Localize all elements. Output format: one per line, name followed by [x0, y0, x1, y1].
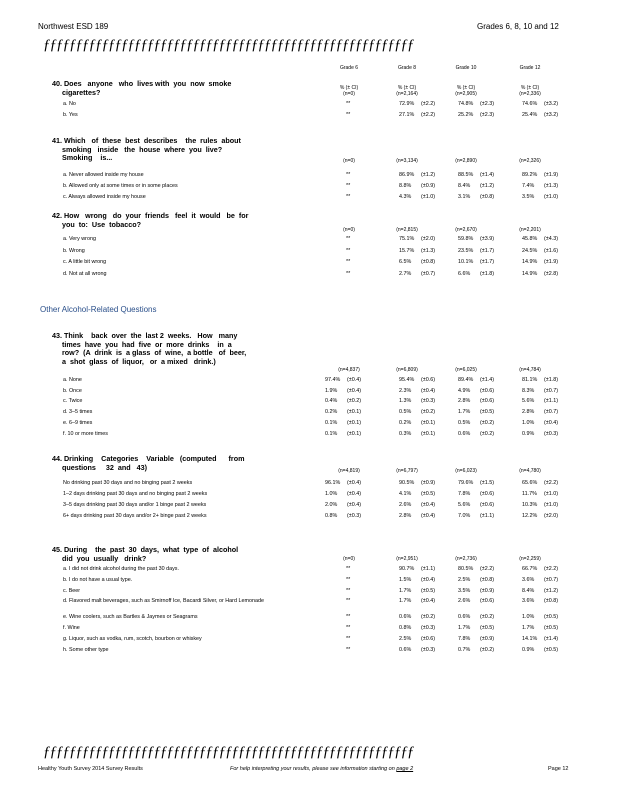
percent-value: 0.7%: [458, 646, 471, 653]
percent-value: 1.0%: [522, 614, 535, 621]
percent-value: 90.5%: [399, 480, 415, 486]
confidence-interval: (±0.4): [544, 419, 559, 426]
percent-value: 4.1%: [399, 491, 412, 497]
question-title-line: 45. During the past 30 days, what type of alcohol: [52, 545, 239, 554]
percent-value: 12.2%: [522, 513, 538, 519]
suppressed-value: **: [346, 183, 351, 189]
sample-size: (n=4,837): [338, 367, 360, 373]
sample-size: (n=2,164): [396, 91, 418, 97]
percent-value: 2.8%: [399, 513, 412, 519]
question-title-line: questions 32 and 43): [52, 462, 148, 472]
question-title: [52, 546, 238, 563]
percent-value: 74.6%: [522, 101, 538, 107]
percent-value: 6.5%: [399, 259, 412, 265]
confidence-interval: (±1.0): [421, 194, 436, 200]
confidence-interval: (±0.5): [421, 587, 436, 594]
percent-value: 72.9%: [399, 101, 415, 107]
confidence-interval: (±0.3): [421, 625, 436, 631]
confidence-interval: (±0.9): [421, 480, 436, 486]
percent-value: 25.2%: [458, 112, 474, 118]
confidence-interval: (±1.5): [480, 480, 495, 486]
percent-value: 8.8%: [399, 183, 412, 189]
confidence-interval: (±0.6): [421, 635, 436, 642]
confidence-interval: (±1.1): [421, 566, 436, 572]
response-label: e. 6–9 times: [63, 419, 93, 426]
percent-value: 0.9%: [522, 430, 535, 437]
confidence-interval: (±0.2): [480, 419, 495, 426]
footer-help-prefix: For help interpreting your results, please see information starting on: [230, 766, 395, 772]
percent-value: 65.6%: [522, 480, 538, 486]
response-label: 6+ days drinking past 30 days and/or 2+ binge past 2 weeks: [63, 513, 207, 519]
percent-value: 2.0%: [325, 502, 338, 508]
percent-value: 0.6%: [458, 614, 471, 621]
confidence-interval: (±0.4): [421, 502, 436, 508]
question-title-line: row? (A drink is a glass of wine, a bottle of beer,: [52, 348, 247, 358]
confidence-interval: (±0.5): [544, 614, 559, 621]
suppressed-value: **: [346, 194, 351, 200]
question-title-line: 40. Does anyone who lives with you now smoke: [52, 79, 232, 88]
percent-value: 75.1%: [399, 236, 415, 242]
percent-value: 81.1%: [522, 377, 538, 383]
percent-value: 14.9%: [522, 270, 538, 277]
suppressed-value: **: [346, 625, 351, 631]
percent-value: 14.9%: [522, 259, 538, 265]
confidence-interval: (±2.8): [544, 270, 559, 277]
suppressed-value: **: [346, 598, 351, 605]
percent-value: 3.6%: [522, 576, 535, 583]
question-title: [52, 212, 248, 229]
sample-size: (n=0): [343, 158, 355, 164]
percent-value: 7.4%: [522, 183, 535, 189]
percent-value: 4.3%: [399, 194, 412, 200]
response-label: 3–5 days drinking past 30 days and/or 1 binge past 2 weeks: [63, 502, 207, 508]
ci-label: % (± CI): [397, 85, 417, 91]
confidence-interval: (±0.2): [480, 430, 495, 437]
sample-size: (n=6,023): [455, 468, 477, 474]
confidence-interval: (±0.8): [421, 259, 436, 265]
suppressed-value: **: [346, 236, 351, 242]
percent-value: 10.1%: [458, 259, 474, 265]
percent-value: 5.6%: [522, 398, 535, 405]
question-title: [52, 455, 245, 472]
sample-size: (n=2,201): [519, 227, 541, 233]
confidence-interval: (±0.1): [347, 419, 362, 426]
ci-label: % (± CI): [339, 85, 359, 91]
percent-value: 89.2%: [522, 172, 538, 178]
percent-value: 10.3%: [522, 502, 538, 508]
percent-value: 86.9%: [399, 172, 415, 178]
sample-size: (n=2,670): [455, 227, 477, 233]
percent-value: 79.6%: [458, 480, 474, 486]
confidence-interval: (±3.2): [544, 101, 559, 107]
confidence-interval: (±0.5): [544, 625, 559, 631]
confidence-interval: (±0.4): [347, 480, 362, 486]
confidence-interval: (±1.3): [421, 247, 436, 254]
confidence-interval: (±0.5): [544, 646, 559, 653]
percent-value: 1.5%: [399, 576, 412, 583]
percent-value: 45.8%: [522, 236, 538, 242]
confidence-interval: (±1.1): [544, 398, 559, 405]
percent-value: 4.9%: [458, 387, 471, 394]
question-title-line: 41. Which of these best describes the rules about: [52, 136, 241, 145]
question-title-line: times have you had five or more drinks in a: [52, 339, 232, 349]
confidence-interval: (±0.6): [480, 491, 495, 497]
sample-size: (n=6,797): [396, 468, 418, 474]
percent-value: 0.9%: [522, 646, 535, 653]
percent-value: 1.7%: [399, 598, 412, 605]
confidence-interval: (±0.1): [421, 430, 436, 437]
response-label: g. Liquor, such as vodka, rum, scotch, bourbon or whiskey: [63, 635, 202, 642]
confidence-interval: (±0.4): [347, 377, 362, 383]
percent-value: 89.4%: [458, 377, 474, 383]
sample-size: (n=2,815): [396, 227, 418, 233]
confidence-interval: (±0.4): [347, 491, 362, 497]
percent-value: 0.8%: [399, 625, 412, 631]
percent-value: 25.4%: [522, 112, 538, 118]
header-region: Northwest ESD 189: [38, 22, 109, 31]
percent-value: 2.6%: [458, 598, 471, 605]
footer-help-text: [230, 766, 413, 772]
confidence-interval: (±3.9): [480, 236, 495, 242]
response-label: c. Always allowed inside my house: [63, 194, 146, 200]
sample-size: (n=4,780): [519, 468, 541, 474]
confidence-interval: (±1.2): [421, 172, 436, 178]
confidence-interval: (±1.8): [480, 270, 495, 277]
confidence-interval: (±1.4): [480, 377, 495, 383]
section-title: Other Alcohol-Related Questions: [40, 305, 157, 314]
percent-value: 74.8%: [458, 101, 474, 107]
footer-page-number: Page 12: [548, 766, 569, 772]
confidence-interval: (±1.0): [544, 491, 559, 497]
percent-value: 3.5%: [522, 194, 535, 200]
confidence-interval: (±0.4): [347, 387, 362, 394]
confidence-interval: (±0.6): [480, 398, 495, 405]
confidence-interval: (±0.2): [347, 398, 362, 405]
sample-size: (n=2,951): [396, 556, 418, 562]
percent-value: 0.1%: [325, 430, 338, 437]
percent-value: 0.2%: [325, 409, 338, 416]
confidence-interval: (±0.7): [544, 409, 559, 416]
percent-value: 59.8%: [458, 236, 474, 242]
response-label: a. Never allowed inside my house: [63, 172, 144, 178]
percent-value: 7.0%: [458, 513, 471, 519]
percent-value: 0.6%: [399, 614, 412, 621]
confidence-interval: (±3.2): [544, 112, 559, 118]
response-label: f. Wine: [63, 625, 80, 631]
question-title-line: Smoking is...: [52, 153, 113, 163]
response-label: b. Allowed only at some times or in some places: [63, 183, 178, 189]
confidence-interval: (±0.7): [421, 270, 436, 277]
question-title-line: cigarettes?: [52, 87, 101, 97]
percent-value: 0.6%: [458, 430, 471, 437]
confidence-interval: (±2.2): [544, 566, 559, 572]
percent-value: 1.7%: [399, 587, 412, 594]
percent-value: 0.5%: [399, 409, 412, 416]
confidence-interval: (±1.7): [480, 247, 495, 254]
suppressed-value: **: [346, 566, 351, 572]
response-label: a. Very wrong: [63, 236, 96, 242]
percent-value: 0.4%: [325, 398, 338, 405]
confidence-interval: (±0.7): [544, 576, 559, 583]
confidence-interval: (±1.4): [544, 635, 559, 642]
confidence-interval: (±2.0): [544, 513, 559, 519]
confidence-interval: (±0.1): [347, 409, 362, 416]
confidence-interval: (±2.2): [544, 480, 559, 486]
percent-value: 2.7%: [399, 270, 412, 277]
percent-value: 0.5%: [458, 419, 471, 426]
percent-value: 8.4%: [458, 183, 471, 189]
confidence-interval: (±1.7): [480, 259, 495, 265]
confidence-interval: (±4.3): [544, 236, 559, 242]
response-label: c. A little bit wrong: [63, 259, 107, 265]
footer-survey-title: Healthy Youth Survey 2014 Survey Results: [38, 766, 143, 772]
percent-value: 7.8%: [458, 491, 471, 497]
suppressed-value: **: [346, 635, 351, 642]
confidence-interval: (±0.7): [544, 387, 559, 394]
sample-size: (n=4,819): [338, 468, 360, 474]
percent-value: 95.4%: [399, 377, 415, 383]
confidence-interval: (±0.3): [421, 398, 436, 405]
response-label: d. Flavored malt beverages, such as Smirnoff Ice, Bacardi Silver, or Hard Lemonade: [63, 598, 264, 605]
percent-value: 3.1%: [458, 194, 471, 200]
confidence-interval: (±0.3): [421, 646, 436, 653]
response-label: f. 10 or more times: [63, 430, 108, 437]
confidence-interval: (±0.4): [421, 513, 436, 519]
percent-value: 1.9%: [325, 387, 338, 394]
percent-value: 3.5%: [458, 587, 471, 594]
top-rule: ƒƒƒƒƒƒƒƒƒƒƒƒƒƒƒƒƒƒƒƒƒƒƒƒƒƒƒƒƒƒƒƒƒƒƒƒƒƒƒƒƒƒƒƒƒƒƒƒƒƒƒƒƒƒƒƒƒ: [43, 37, 414, 53]
confidence-interval: (±0.2): [480, 614, 495, 621]
response-label: d. 3–5 times: [63, 409, 93, 416]
percent-value: 2.5%: [458, 576, 471, 583]
confidence-interval: (±0.1): [421, 419, 436, 426]
sample-size: (n=3,134): [396, 158, 418, 164]
percent-value: 96.1%: [325, 480, 341, 486]
confidence-interval: (±1.2): [480, 183, 495, 189]
confidence-interval: (±0.2): [421, 409, 436, 416]
ci-label: % (± CI): [520, 85, 540, 91]
percent-value: 0.3%: [399, 430, 412, 437]
confidence-interval: (±0.3): [347, 513, 362, 519]
confidence-interval: (±1.8): [544, 377, 559, 383]
percent-value: 8.4%: [522, 587, 535, 594]
confidence-interval: (±0.2): [421, 614, 436, 621]
percent-value: 2.3%: [399, 387, 412, 394]
percent-value: 97.4%: [325, 377, 341, 383]
question-title-line: a shot glass of liquor, or a mixed drink.): [52, 356, 216, 366]
percent-value: 1.7%: [458, 625, 471, 631]
confidence-interval: (±1.3): [544, 183, 559, 189]
suppressed-value: **: [346, 101, 351, 107]
confidence-interval: (±1.9): [544, 259, 559, 265]
confidence-interval: (±0.5): [480, 409, 495, 416]
confidence-interval: (±0.9): [480, 635, 495, 642]
response-label: b. I do not have a usual type.: [63, 576, 133, 583]
sample-size: (n=6,025): [455, 367, 477, 373]
percent-value: 14.1%: [522, 635, 538, 642]
confidence-interval: (±1.9): [544, 172, 559, 178]
response-label: b. Yes: [63, 112, 78, 118]
grade-column-header: Grade 6: [339, 65, 359, 71]
confidence-interval: (±0.8): [480, 194, 495, 200]
percent-value: 24.5%: [522, 247, 538, 254]
confidence-interval: (±2.3): [480, 101, 495, 107]
response-label: a. No: [63, 101, 76, 107]
sample-size: (n=2,736): [455, 556, 477, 562]
response-label: No drinking past 30 days and no binging past 2 weeks: [63, 480, 193, 486]
percent-value: 1.7%: [522, 625, 535, 631]
suppressed-value: **: [346, 646, 351, 653]
response-label: a. None: [63, 377, 82, 383]
confidence-interval: (±1.6): [544, 247, 559, 254]
response-label: c. Beer: [63, 587, 81, 594]
suppressed-value: **: [346, 259, 351, 265]
percent-value: 15.7%: [399, 247, 415, 254]
response-label: e. Wine coolers, such as Bartles & Jaymes or Seagrams: [63, 614, 198, 621]
response-label: h. Some other type: [63, 646, 109, 653]
confidence-interval: (±0.6): [480, 387, 495, 394]
suppressed-value: **: [346, 614, 351, 621]
confidence-interval: (±2.3): [480, 112, 495, 118]
percent-value: 2.6%: [399, 502, 412, 508]
suppressed-value: **: [346, 172, 351, 178]
percent-value: 1.0%: [325, 491, 338, 497]
percent-value: 0.1%: [325, 419, 338, 426]
percent-value: 2.8%: [458, 398, 471, 405]
suppressed-value: **: [346, 247, 351, 254]
confidence-interval: (±0.6): [421, 377, 436, 383]
suppressed-value: **: [346, 112, 351, 118]
percent-value: 66.7%: [522, 566, 538, 572]
confidence-interval: (±0.4): [347, 502, 362, 508]
percent-value: 0.6%: [399, 646, 412, 653]
confidence-interval: (±1.0): [544, 194, 559, 200]
confidence-interval: (±0.3): [544, 430, 559, 437]
confidence-interval: (±0.8): [480, 576, 495, 583]
question-title-line: you to: Use tobacco?: [52, 219, 142, 229]
sample-size: (n=2,336): [519, 91, 541, 97]
percent-value: 11.7%: [522, 491, 537, 497]
confidence-interval: (±2.2): [480, 566, 495, 572]
percent-value: 1.3%: [399, 398, 412, 405]
sample-size: (n=4,784): [519, 367, 541, 373]
sample-size: (n=2,326): [519, 158, 541, 164]
confidence-interval: (±1.1): [480, 513, 495, 519]
response-label: b. Once: [63, 387, 82, 394]
confidence-interval: (±0.8): [544, 598, 559, 605]
confidence-interval: (±1.0): [544, 502, 559, 508]
confidence-interval: (±0.6): [480, 598, 495, 605]
question-title-line: 43. Think back over the last 2 weeks. How many: [52, 331, 238, 340]
confidence-interval: (±2.2): [421, 101, 436, 107]
percent-value: 88.5%: [458, 172, 474, 178]
response-label: 1–2 days drinking past 30 days and no binging past 2 weeks: [63, 491, 208, 497]
grade-column-header: Grade 10: [455, 65, 477, 71]
question-title-line: 44. Drinking Categories Variable (computed from: [52, 454, 245, 463]
footer-page-link[interactable]: page 2: [396, 766, 414, 772]
confidence-interval: (±0.4): [421, 387, 436, 394]
confidence-interval: (±0.5): [480, 625, 495, 631]
percent-value: 2.8%: [522, 409, 535, 416]
confidence-interval: (±0.5): [421, 491, 436, 497]
confidence-interval: (±0.4): [421, 598, 436, 605]
percent-value: 2.5%: [399, 635, 412, 642]
question-title-line: 42. How wrong do your friends feel it would be for: [52, 211, 249, 220]
confidence-interval: (±2.2): [421, 112, 436, 118]
header-grades: Grades 6, 8, 10 and 12: [477, 22, 559, 31]
sample-size: (n=0): [343, 227, 355, 233]
percent-value: 1.7%: [458, 409, 471, 416]
percent-value: 90.7%: [399, 566, 415, 572]
question-title-line: smoking inside the house where you live?: [52, 144, 223, 154]
confidence-interval: (±0.9): [480, 587, 495, 594]
response-label: b. Wrong: [63, 247, 85, 254]
percent-value: 27.1%: [399, 112, 415, 118]
confidence-interval: (±2.0): [421, 236, 436, 242]
percent-value: 1.0%: [522, 419, 535, 426]
response-label: c. Twice: [63, 398, 83, 405]
sample-size: (n=2,890): [455, 158, 477, 164]
confidence-interval: (±1.4): [480, 172, 495, 178]
suppressed-value: **: [346, 576, 351, 583]
response-label: d. Not at all wrong: [63, 270, 107, 277]
confidence-interval: (±0.4): [421, 576, 436, 583]
suppressed-value: **: [346, 587, 351, 594]
confidence-interval: (±0.2): [480, 646, 495, 653]
confidence-interval: (±0.6): [480, 502, 495, 508]
sample-size: (n=2,905): [455, 91, 477, 97]
grade-column-header: Grade 12: [519, 65, 541, 71]
percent-value: 5.6%: [458, 502, 471, 508]
suppressed-value: **: [346, 270, 351, 277]
ci-label: % (± CI): [456, 85, 476, 91]
percent-value: 80.5%: [458, 566, 474, 572]
bottom-rule: ƒƒƒƒƒƒƒƒƒƒƒƒƒƒƒƒƒƒƒƒƒƒƒƒƒƒƒƒƒƒƒƒƒƒƒƒƒƒƒƒƒƒƒƒƒƒƒƒƒƒƒƒƒƒƒƒƒ: [43, 744, 414, 760]
sample-size: (n=0): [343, 556, 355, 562]
question-title: [52, 332, 246, 366]
percent-value: 8.3%: [522, 387, 535, 394]
question-title-line: did you usually drink?: [52, 553, 147, 563]
percent-value: 6.6%: [458, 270, 471, 277]
percent-value: 3.6%: [522, 598, 535, 605]
grade-column-header: Grade 8: [397, 65, 417, 71]
sample-size: (n=2,259): [519, 556, 541, 562]
sample-size: (n=6,809): [396, 367, 418, 373]
response-label: a. I did not drink alcohol during the past 30 days.: [63, 566, 179, 572]
sample-size: (n=0): [343, 91, 355, 97]
question-title: [52, 80, 231, 97]
confidence-interval: (±0.1): [347, 430, 362, 437]
percent-value: 0.2%: [399, 419, 412, 426]
percent-value: 7.8%: [458, 635, 471, 642]
percent-value: 23.5%: [458, 247, 474, 254]
confidence-interval: (±0.9): [421, 183, 436, 189]
confidence-interval: (±1.2): [544, 587, 559, 594]
question-title: [52, 137, 241, 163]
percent-value: 0.8%: [325, 513, 338, 519]
